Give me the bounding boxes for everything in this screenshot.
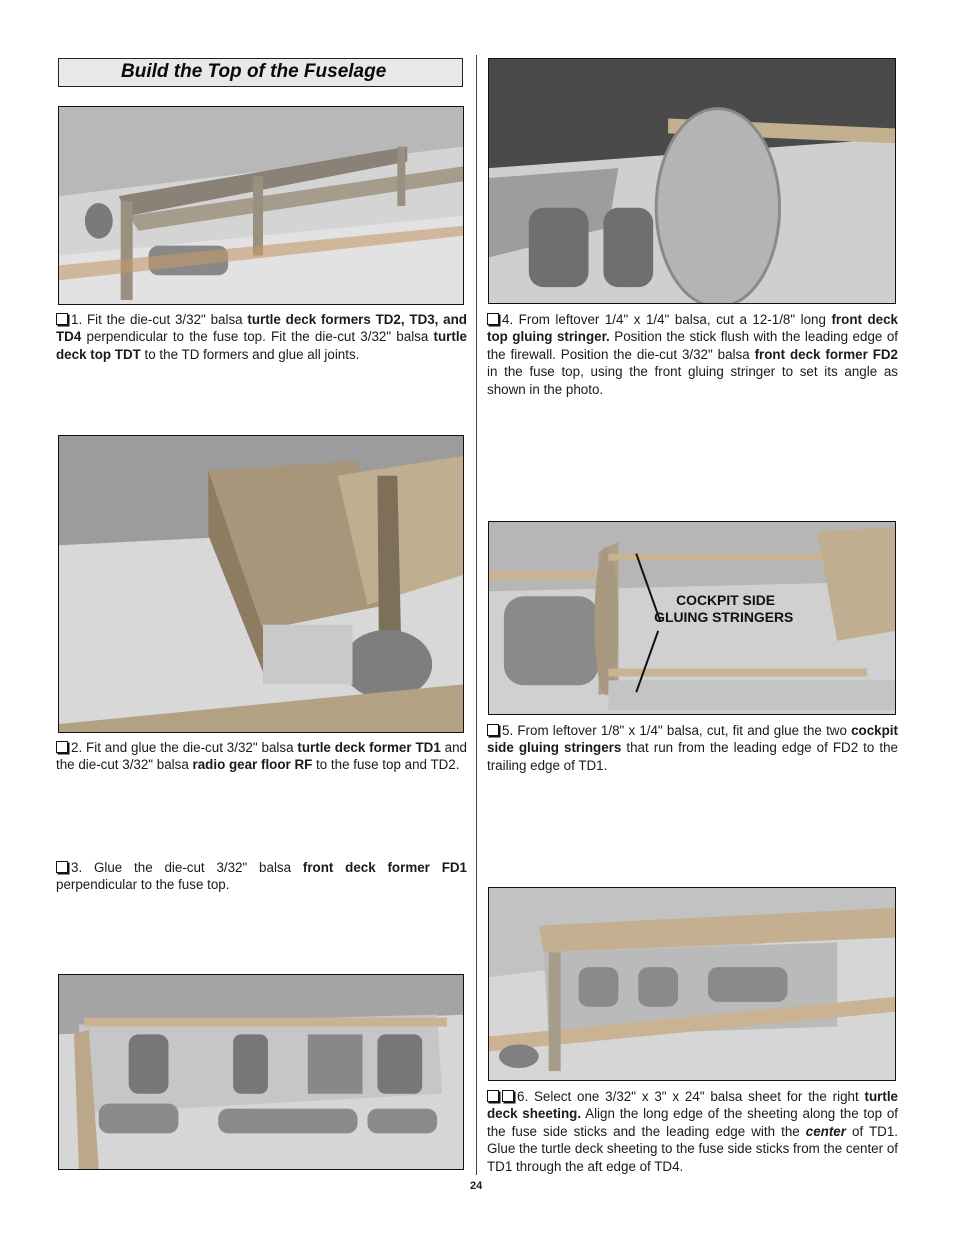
photo-turtle-deck-formers — [58, 106, 464, 305]
checkbox[interactable] — [487, 1090, 499, 1102]
column-divider — [476, 55, 477, 1175]
checkbox[interactable] — [56, 861, 68, 873]
photo-front-deck-stringer — [488, 58, 896, 304]
callout-line-2: GLUING STRINGERS — [654, 608, 794, 625]
checkbox[interactable] — [56, 313, 68, 325]
step-2: 2. Fit and glue the die-cut 3/32" balsa turtle deck former TD1 and the die-cut 3/32" balsa radio gear floor RF to the fuse top and TD2. — [56, 740, 467, 773]
photo-turtle-deck-sheeting — [488, 887, 896, 1081]
photo-td1-radio-floor — [58, 435, 464, 733]
step-6: 6. Select one 3/32" x 3" x 24" balsa sheet for the right turtle deck sheeting. Align the long edge of the sheeting along the top of the fuse side sticks and the leading edge with the center of TD1. Glue the turtle deck sheeting to the fuse side sticks from the center of TD1 through the aft edge of TD4. — [487, 1089, 898, 1174]
step-4: 4. From leftover 1/4" x 1/4" balsa, cut a 12-1/8" long front deck top gluing stringer. Position the stick flush with the leading edge of the firewall. Position the die-cut 3/32" balsa front deck former FD2 in the fuse top, using the front gluing stringer to set its angle as shown in the photo. — [487, 312, 898, 397]
checkbox[interactable] — [487, 724, 499, 736]
checkbox[interactable] — [487, 313, 499, 325]
step-1: 1. Fit the die-cut 3/32" balsa turtle deck formers TD2, TD3, and TD4 perpendicular to the fuse top. Fit the die-cut 3/32" balsa turtle deck top TDT to the TD formers and glue all joints. — [56, 312, 467, 362]
page-number: 24 — [470, 1180, 483, 1192]
section-title-box — [58, 58, 463, 87]
checkbox[interactable] — [56, 741, 68, 753]
callout-line-1: COCKPIT SIDE — [676, 592, 776, 609]
photo-front-deck-former — [58, 974, 464, 1170]
step-3: 3. Glue the die-cut 3/32" balsa front deck former FD1 perpendicular to the fuse top. — [56, 860, 467, 893]
step-5: 5. From leftover 1/8" x 1/4" balsa, cut, fit and glue the two cockpit side gluing stringers that run from the leading edge of FD2 to the trailing edge of TD1. — [487, 723, 898, 773]
checkbox[interactable] — [502, 1090, 514, 1102]
section-title: Build the Top of the Fuselage — [121, 61, 387, 82]
photo-cockpit-stringers — [488, 521, 896, 715]
